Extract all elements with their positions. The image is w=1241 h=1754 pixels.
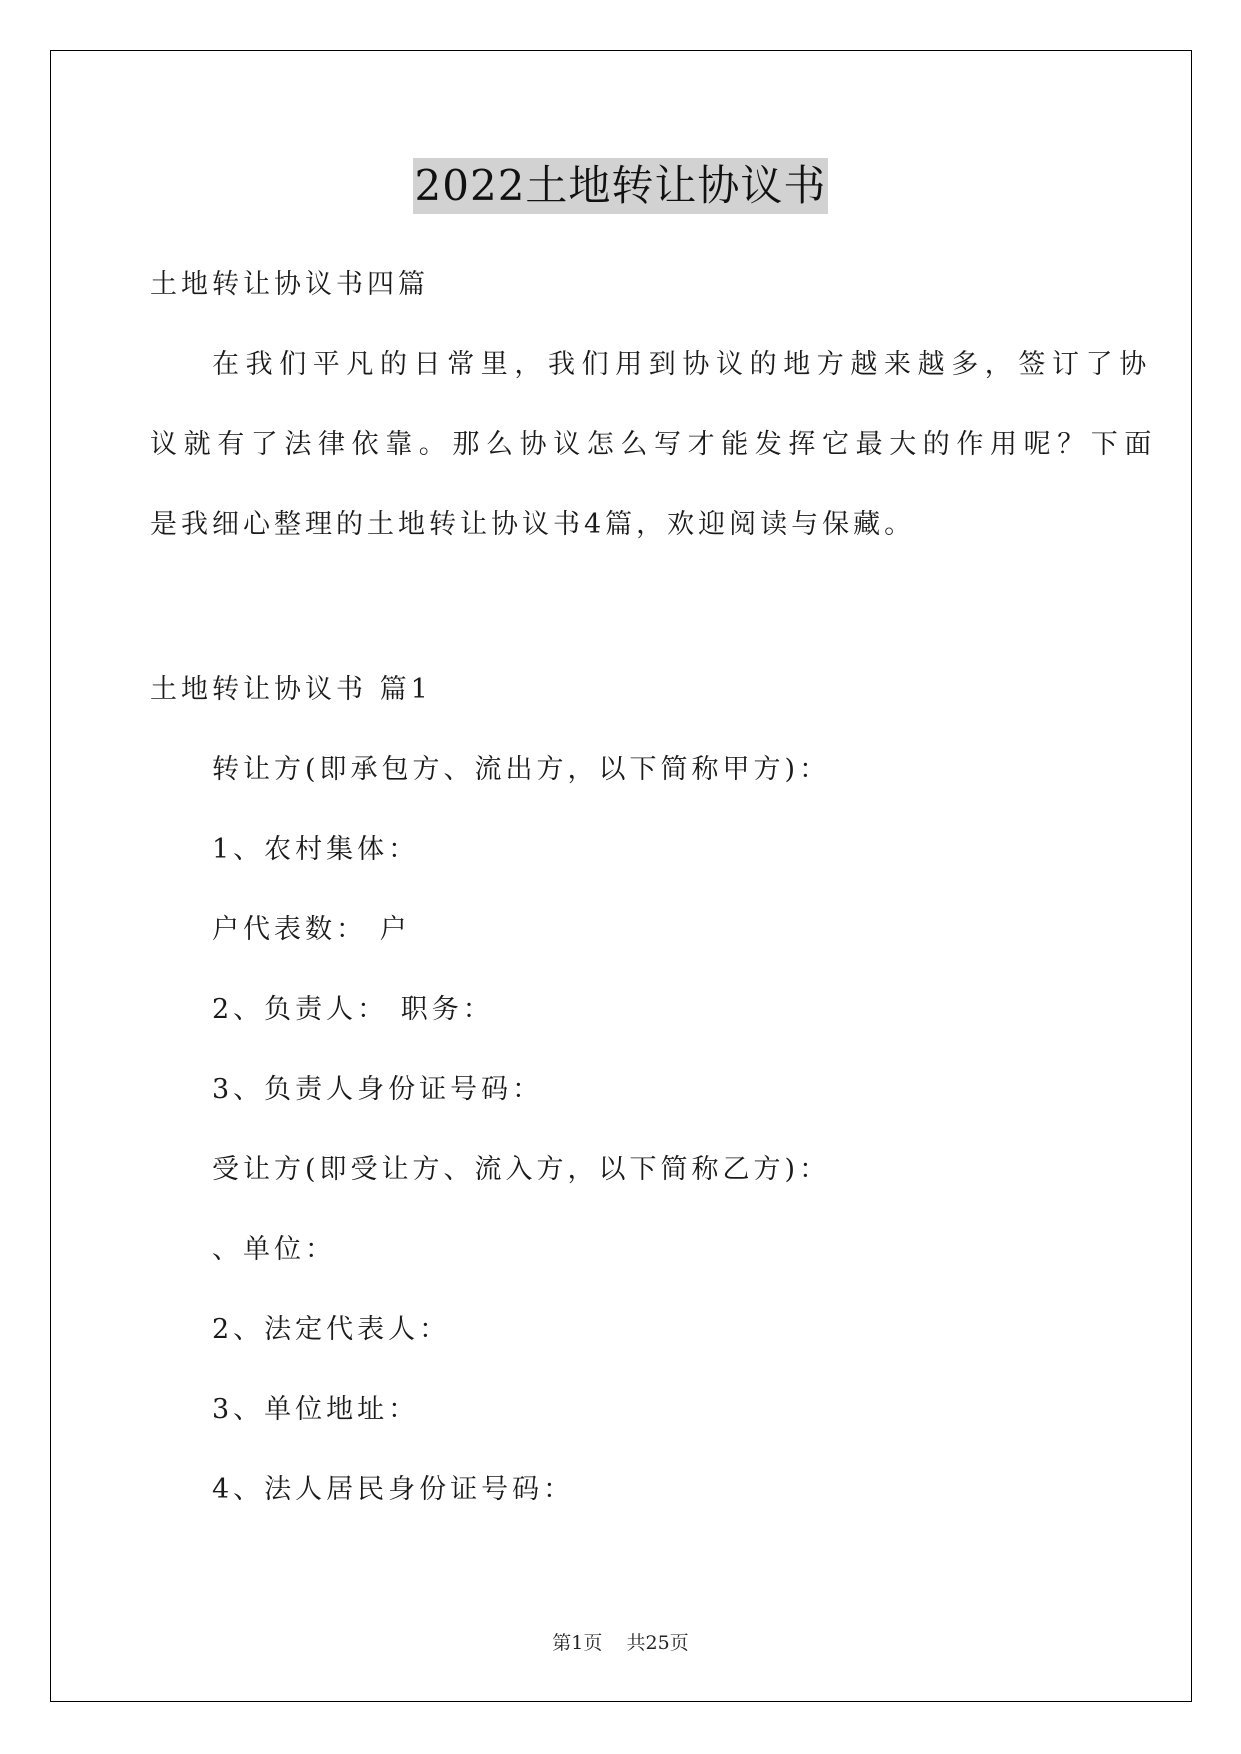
footer-total-suffix: 页 (669, 1632, 689, 1654)
body-line: 3、单位地址： (212, 1394, 420, 1425)
section-heading: 土地转让协议书 篇1 (150, 674, 432, 705)
document-title: 2022土地转让协议书 (413, 158, 829, 214)
body-line: 转让方(即承包方、流出方，以下简称甲方)： (212, 754, 831, 785)
footer-page-suffix: 页 (583, 1632, 603, 1654)
document-subtitle: 土地转让协议书四篇 (150, 269, 429, 300)
body-line: 受让方(即受让方、流入方，以下简称乙方)： (212, 1154, 831, 1185)
body-line: 户代表数： 户 (212, 914, 411, 945)
title-container (0, 158, 1241, 214)
footer-total-pages: 25 (645, 1632, 670, 1654)
page-footer (0, 1630, 1241, 1656)
body-line: 2、法定代表人： (212, 1314, 451, 1345)
footer-page-prefix: 第 (552, 1632, 572, 1654)
intro-line-2: 议就有了法律依靠。那么协议怎么写才能发挥它最大的作用呢？下面 (150, 429, 1158, 460)
intro-line-3: 是我细心整理的土地转让协议书4篇，欢迎阅读与保藏。 (150, 509, 916, 540)
body-line: 2、负责人： 职务： (212, 994, 494, 1025)
intro-line-1: 在我们平凡的日常里，我们用到协议的地方越来越多，签订了协 (212, 349, 1153, 380)
footer-page-number: 1 (571, 1632, 584, 1654)
body-line: 、单位： (212, 1234, 336, 1265)
body-line: 4、法人居民身份证号码： (212, 1474, 575, 1505)
body-line: 3、负责人身份证号码： (212, 1074, 544, 1105)
footer-total-prefix: 共 (626, 1632, 646, 1654)
body-line: 1、农村集体： (212, 834, 420, 865)
